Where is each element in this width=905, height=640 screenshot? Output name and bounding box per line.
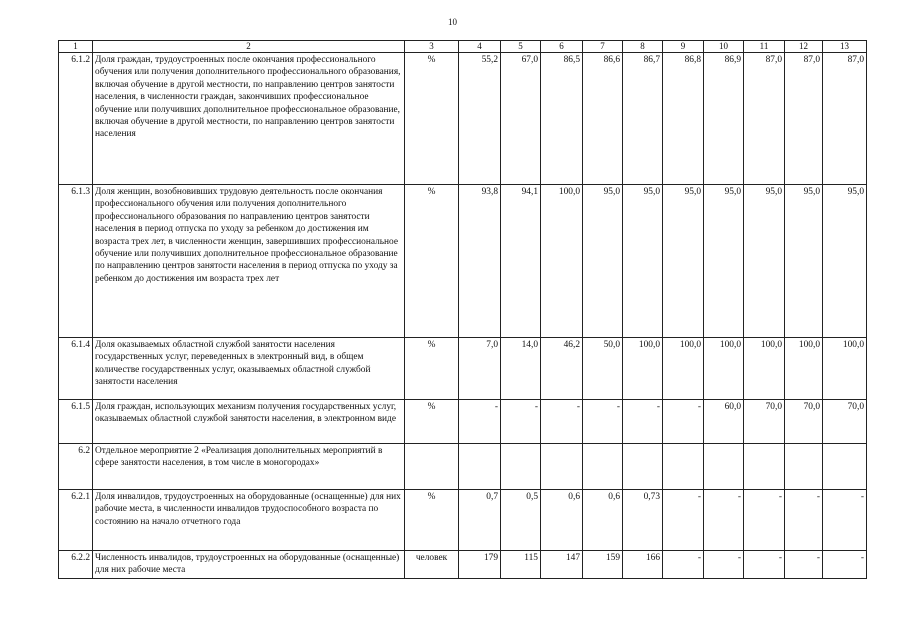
header-cell: 1 (59, 41, 93, 53)
row-code-cell: 6.2.1 (59, 490, 93, 551)
header-cell: 6 (541, 41, 583, 53)
row-name-cell: Доля оказываемых областной службой занятости населения государственных услуг, переведенных в электронный вид, в общем количестве государственных услуг, оказываемых областной службой занятости населения (93, 338, 405, 400)
row-value-cell: 95,0 (704, 185, 744, 338)
row-name-cell: Доля инвалидов, трудоустроенных на оборудованные (оснащенные) для них рабочие места, в численности инвалидов трудоспособного возраста по состоянию на начало отчетного года (93, 490, 405, 551)
header-cell: 12 (785, 41, 823, 53)
row-code-cell: 6.1.2 (59, 53, 93, 185)
row-value-cell: - (663, 400, 704, 444)
header-cell: 3 (405, 41, 459, 53)
row-value-cell: 94,1 (501, 185, 541, 338)
row-value-cell: 60,0 (704, 400, 744, 444)
row-value-cell: 95,0 (744, 185, 785, 338)
row-value-cell: - (583, 400, 623, 444)
table-row (59, 338, 867, 400)
row-code-cell: 6.1.4 (59, 338, 93, 400)
row-value-cell: 87,0 (744, 53, 785, 185)
table-row (59, 185, 867, 338)
row-value-cell: 0,73 (623, 490, 663, 551)
row-value-cell: 0,7 (459, 490, 501, 551)
row-value-cell: 95,0 (583, 185, 623, 338)
row-value-cell: 100,0 (704, 338, 744, 400)
row-code-cell: 6.1.5 (59, 400, 93, 444)
row-value-cell: - (704, 551, 744, 579)
table-row (59, 551, 867, 579)
row-value-cell: 55,2 (459, 53, 501, 185)
header-cell: 13 (823, 41, 867, 53)
table-row (59, 444, 867, 490)
row-value-cell: 70,0 (785, 400, 823, 444)
row-value-cell (663, 444, 704, 490)
row-value-cell: 86,9 (704, 53, 744, 185)
row-value-cell: 87,0 (785, 53, 823, 185)
row-value-cell: 86,6 (583, 53, 623, 185)
row-name-cell: Отдельное мероприятие 2 «Реализация дополнительных мероприятий в сфере занятости населения, в том числе в моногородах» (93, 444, 405, 490)
row-value-cell: - (744, 551, 785, 579)
row-unit-cell: % (405, 53, 459, 185)
page-number: 10 (448, 17, 457, 27)
row-value-cell: 70,0 (823, 400, 867, 444)
row-value-cell: - (744, 490, 785, 551)
row-value-cell: 0,6 (541, 490, 583, 551)
row-value-cell: - (704, 490, 744, 551)
table-row (59, 400, 867, 444)
row-value-cell: 50,0 (583, 338, 623, 400)
row-value-cell: 86,7 (623, 53, 663, 185)
row-value-cell: 95,0 (823, 185, 867, 338)
row-value-cell: - (785, 551, 823, 579)
row-name-cell: Доля женщин, возобновивших трудовую деятельность после окончания профессионального обучения или получения дополнительного профессионального образования по направлению центров занятости населения в период отпуска по уходу за ребенком до достижения им возраста трех лет, в численности женщин, завершивших профессиональное обучение или получивших дополнительное профессиональное образование по направлению центров занятости населения в период отпуска по уходу за ребенком до достижения им возраста трех лет (93, 185, 405, 338)
header-cell: 11 (744, 41, 785, 53)
table-header-row (59, 41, 867, 53)
row-value-cell (541, 444, 583, 490)
table-body (59, 41, 867, 579)
row-value-cell (501, 444, 541, 490)
row-value-cell (459, 444, 501, 490)
row-unit-cell: % (405, 338, 459, 400)
header-cell: 8 (623, 41, 663, 53)
row-value-cell: 100,0 (823, 338, 867, 400)
header-cell: 9 (663, 41, 704, 53)
row-value-cell: 100,0 (541, 185, 583, 338)
table-row (59, 490, 867, 551)
header-cell: 2 (93, 41, 405, 53)
row-unit-cell (405, 444, 459, 490)
indicator-table (58, 40, 867, 579)
row-value-cell: - (501, 400, 541, 444)
header-cell: 5 (501, 41, 541, 53)
row-value-cell: 166 (623, 551, 663, 579)
row-value-cell: 46,2 (541, 338, 583, 400)
row-value-cell: 67,0 (501, 53, 541, 185)
row-value-cell: 179 (459, 551, 501, 579)
row-value-cell: 95,0 (663, 185, 704, 338)
row-code-cell: 6.2 (59, 444, 93, 490)
row-value-cell: 147 (541, 551, 583, 579)
row-value-cell (744, 444, 785, 490)
row-value-cell: - (459, 400, 501, 444)
row-value-cell: - (823, 490, 867, 551)
row-unit-cell: человек (405, 551, 459, 579)
row-code-cell: 6.1.3 (59, 185, 93, 338)
row-value-cell: 95,0 (785, 185, 823, 338)
row-value-cell: 0,6 (583, 490, 623, 551)
row-unit-cell: % (405, 490, 459, 551)
row-value-cell: 87,0 (823, 53, 867, 185)
row-value-cell: - (663, 551, 704, 579)
row-value-cell: 95,0 (623, 185, 663, 338)
table-row (59, 53, 867, 185)
row-value-cell: 7,0 (459, 338, 501, 400)
row-value-cell (704, 444, 744, 490)
row-value-cell: - (541, 400, 583, 444)
row-value-cell: 0,5 (501, 490, 541, 551)
row-value-cell (623, 444, 663, 490)
row-value-cell: 100,0 (785, 338, 823, 400)
header-cell: 4 (459, 41, 501, 53)
row-value-cell: 93,8 (459, 185, 501, 338)
row-value-cell: 86,5 (541, 53, 583, 185)
row-name-cell: Доля граждан, использующих механизм получения государственных услуг, оказываемых областной службой занятости населения, в электронном виде (93, 400, 405, 444)
row-value-cell: 14,0 (501, 338, 541, 400)
row-value-cell: 159 (583, 551, 623, 579)
row-unit-cell: % (405, 400, 459, 444)
row-value-cell: - (623, 400, 663, 444)
row-name-cell: Доля граждан, трудоустроенных после окончания профессионального обучения или получения дополнительного профессионального образования, включая обучение в другой местности, по направлению центров занятости населения, в численности граждан, закончивших профессиональное обучение или получивших дополнительное профессиональное образование, включая обучение в другой местности, по направлению центров занятости населения (93, 53, 405, 185)
row-value-cell: 70,0 (744, 400, 785, 444)
row-code-cell: 6.2.2 (59, 551, 93, 579)
row-value-cell (823, 444, 867, 490)
header-cell: 7 (583, 41, 623, 53)
row-unit-cell: % (405, 185, 459, 338)
row-value-cell: 86,8 (663, 53, 704, 185)
row-value-cell: 115 (501, 551, 541, 579)
row-value-cell: 100,0 (744, 338, 785, 400)
row-value-cell: - (785, 490, 823, 551)
row-name-cell: Численность инвалидов, трудоустроенных на оборудованные (оснащенные) для них рабочие места (93, 551, 405, 579)
header-cell: 10 (704, 41, 744, 53)
row-value-cell: - (663, 490, 704, 551)
row-value-cell (785, 444, 823, 490)
row-value-cell: 100,0 (623, 338, 663, 400)
row-value-cell (583, 444, 623, 490)
row-value-cell: - (823, 551, 867, 579)
row-value-cell: 100,0 (663, 338, 704, 400)
